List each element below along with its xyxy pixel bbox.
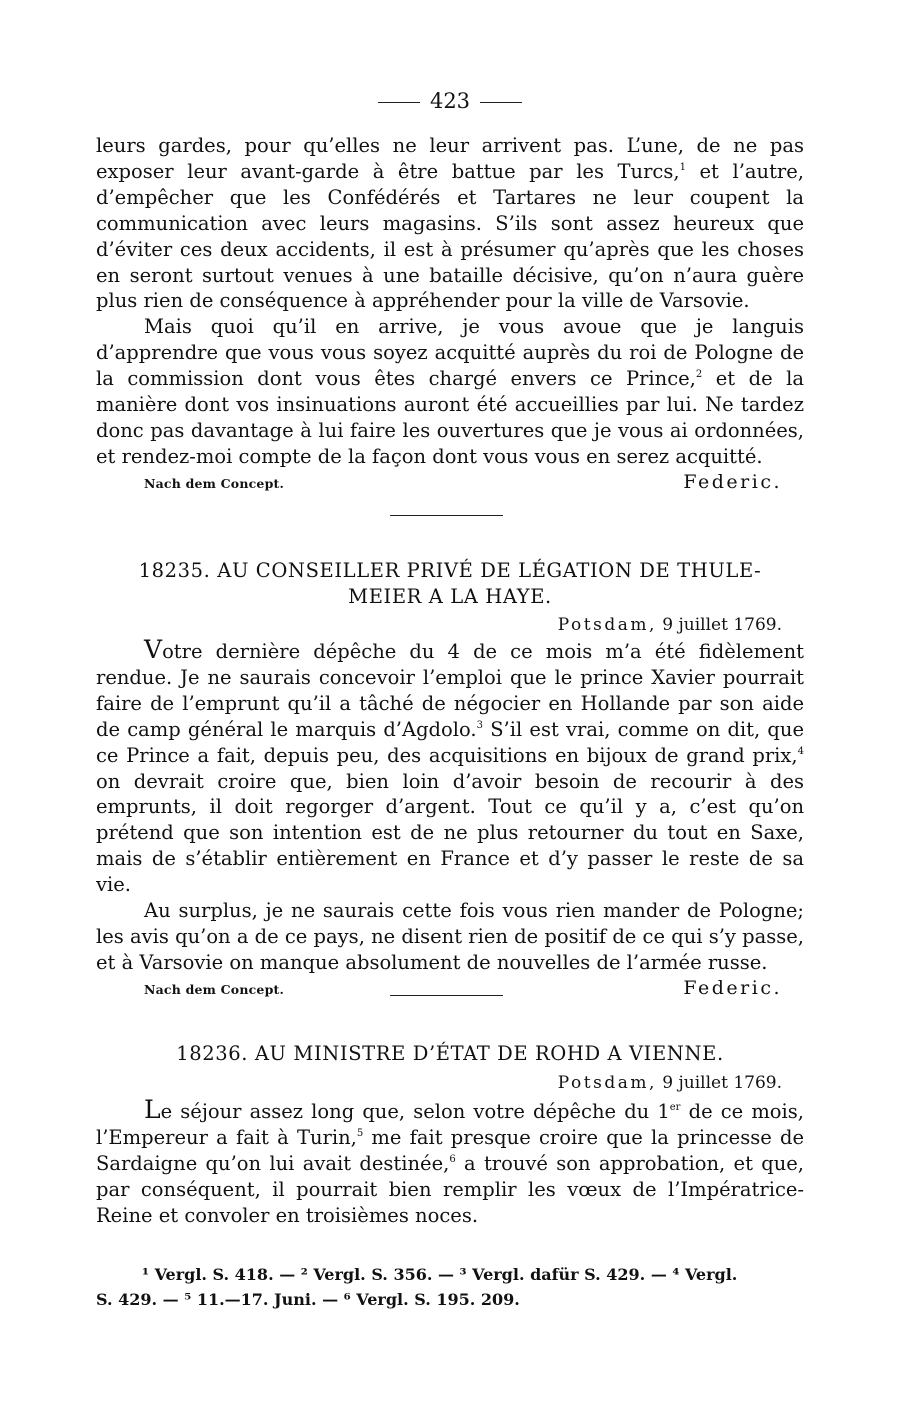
footnote-line-1: ¹ Vergl. S. 418. — ² Vergl. S. 356. — ³ Vergl. dafür S. 429. — ⁴ Vergl. — [142, 1265, 738, 1284]
section-divider — [390, 995, 503, 996]
letter-heading-line-1: AU MINISTRE D’ÉTAT DE ROHD A VIENNE. — [254, 1042, 724, 1065]
text-run: e séjour assez long que, selon votre dépêche du 1 — [160, 1100, 670, 1123]
footnote-ref: 1 — [679, 161, 686, 173]
page-number-dash-right — [480, 102, 522, 103]
letter-continuation — [96, 133, 804, 496]
letter-18236-paragraph-1 — [96, 1097, 804, 1229]
source-note: Nach dem Concept. — [144, 475, 285, 491]
dateline-date: 9 juillet 1769. — [662, 1073, 782, 1093]
letter-body-18235 — [96, 637, 804, 1002]
footnote-ref: 5 — [356, 1127, 364, 1139]
text-run: de ce mois, l’Empereur a fait à Turin, — [96, 1100, 804, 1149]
footnote-ref: 6 — [449, 1153, 456, 1165]
letter-number: 18236. — [176, 1042, 249, 1065]
footnote-line-2: S. 429. — ⁵ 11.—17. Juni. — ⁶ Vergl. S. 195. 209. — [96, 1290, 520, 1309]
text-run: leurs gardes, pour qu’elles ne leur arrivent pas. L’une, de ne pas exposer leur avant-garde à être battue par les Turcs, — [96, 134, 804, 183]
letter-heading-line-1: AU CONSEILLER PRIVÉ DE LÉGATION DE THULE- — [217, 559, 762, 582]
text-run: et l’autre, d’empêcher que les Confédérés et Tartares ne leur coupent la communication avec leurs magasins. S’ils sont assez heureux que d’éviter ces deux accidents, il est à présumer qu’après que les choses en seront surtout venues à une bataille décisive, qu’on n’aura guère plus rien de conséquence à appréhender pour la ville de Varsovie. — [96, 159, 804, 313]
letter-continuation-paragraph-2 — [96, 314, 804, 469]
page-number-dash-left — [378, 102, 420, 103]
letter-18235-paragraph-1 — [96, 637, 804, 898]
initial-letter: V — [144, 635, 163, 664]
dateline-place: Potsdam, — [557, 1073, 657, 1093]
text-run: me fait presque croire que la princesse de Sardaigne qu’on lui avait destinée, — [96, 1125, 804, 1175]
footnotes — [96, 1262, 804, 1312]
dateline-place: Potsdam, — [557, 615, 657, 635]
letter-18235-paragraph-2: Au surplus, je ne saurais cette fois vous rien mander de Pologne; les avis qu’on a de ce pays, ne disent rien de positif de ce qui s’y passe, et à Varsovie on manque absolument de nouvelles de l’armée russe. — [96, 899, 804, 974]
letter-number: 18235. — [138, 559, 211, 582]
footnote-ref: 4 — [797, 745, 804, 757]
letter-heading-18236 — [96, 1041, 804, 1067]
footnote-ref: 2 — [695, 369, 703, 381]
text-run: on devrait croire que, bien loin d’avoir besoin de recourir à des emprunts, il doit regorger d’argent. Tout ce qu’il y a, c’est qu’on prétend que son intention est de ne plus retourner du tout en Saxe, mais de s’établir entièrement en France et d’y passer le reste de sa vie. — [96, 769, 804, 897]
closing-row — [96, 470, 804, 496]
dateline-18236 — [96, 1072, 782, 1094]
signature: Federic. — [683, 470, 782, 493]
initial-letter: L — [144, 1095, 161, 1124]
dateline-18235 — [96, 614, 782, 636]
letter-heading-18235 — [96, 558, 804, 610]
signature: Federic. — [683, 976, 782, 999]
text-run: otre dernière dépêche du 4 de ce mois m’a été fidèlement rendue. Je ne saurais concevoir l’emploi que le prince Xavier pourrait faire de l’emprunt qu’il a tâché de négocier en Hollande par son aide de camp général le marquis d’Agdolo. — [96, 640, 804, 741]
letter-body-18236 — [96, 1097, 804, 1229]
text-run: et de la manière dont vos insinuations auront été accueillies par lui. Ne tardez donc pas davantage à lui faire les ouvertures que je vous ai ordonnées, et rendez-moi compte de la façon dont vous vous en serez acquitté. — [96, 367, 805, 468]
section-divider — [390, 515, 503, 516]
text-run: a trouvé son approbation, et que, par conséquent, il pourrait bien remplir les vœux de l’Impératrice-Reine et convoler en troisièmes noces. — [96, 1151, 804, 1227]
source-note: Nach dem Concept. — [144, 981, 285, 997]
letter-continuation-paragraph-1 — [96, 133, 804, 314]
closing-row — [96, 976, 804, 1002]
dateline-date: 9 juillet 1769. — [662, 615, 782, 635]
letter-heading-line-2: MEIER A LA HAYE. — [348, 585, 552, 608]
text-run: Mais quoi qu’il en arrive, je vous avoue que je languis d’apprendre que vous vous soyez acquitté auprès du roi de Pologne de la commission dont vous êtes chargé envers ce Prince, — [96, 315, 804, 391]
footnote-ref: 3 — [476, 719, 483, 731]
page-number — [0, 88, 900, 114]
text-run: S’il est vrai, comme on dit, que ce Prince a fait, depuis peu, des acquisitions en bijoux de grand prix, — [96, 717, 804, 767]
page-number-text: 423 — [429, 89, 471, 113]
ordinal-suffix: er — [669, 1102, 681, 1113]
